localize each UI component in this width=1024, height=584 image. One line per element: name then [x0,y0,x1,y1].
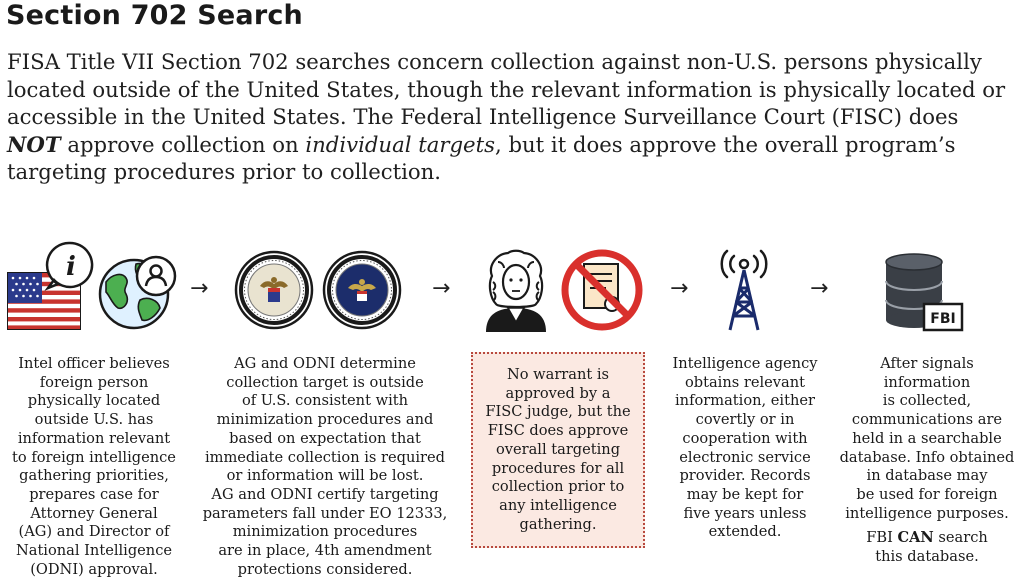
step-3-line: FISC does approve [487,422,629,440]
step-1-line: Intel officer believes [18,355,170,372]
fbi-badge: FBI [930,311,956,327]
step-1-line: foreign person [39,373,149,391]
step-2-line: are in place, 4th amendment [218,542,432,560]
step-3-highlight-box [471,352,645,548]
step-5-line: intelligence purposes. [845,504,1009,522]
step-1-line: outside U.S. has [34,411,154,429]
step-2-line: based on expectation that [229,429,421,447]
step-5-line: be used for foreign [856,485,998,503]
intro-italic: individual targets [305,131,495,157]
step-2-line: parameters fall under EO 12333, [202,504,448,522]
step-3-line: any intelligence [499,496,617,514]
step-2-text [190,355,460,579]
intro-text-1: FISA Title VII Section 702 searches concern collection against non-U.S. persons physically located outside of the United States, though the relevant information is physically located or accessible in the United States. The Federal Intelligence Surveillance Court (FISC) does [7,49,1006,129]
step-1-line: (AG) and Director of [18,523,170,541]
step-3-line: FISC judge, but the [485,403,631,421]
step-5-line: held in a searchable [852,429,1002,447]
step-1-line: Attorney General [30,504,158,522]
step-4-line: five years unless [683,504,807,522]
step-4-text [656,355,834,542]
svg-text:i: i [66,252,76,282]
step-5-line: communications are [851,411,1003,429]
step-2-line: minimization procedures [232,523,418,541]
step-4-line: extended. [708,523,782,541]
step-1-line: information relevant [17,429,171,447]
step-5-line: in database may [866,467,988,485]
doj-seal-icon [234,250,314,330]
fbi-note-emphasis: CAN [897,529,934,547]
step-1-text [8,355,180,579]
step-4-line: Intelligence agency [672,355,818,372]
step-3-line: procedures for all [491,459,625,477]
flow-arrow-4: → [810,276,829,301]
step-3-line: overall targeting [495,440,621,458]
step-5-text [834,355,1020,567]
step-5-line: After signals [880,355,974,372]
intro-emphasis: NOT [7,131,61,157]
step-4-line: provider. Records [679,467,811,485]
step-2-line: minimization procedures and [216,411,434,429]
globe-person-icon [96,252,182,334]
flow-arrow-1: → [190,276,209,301]
step-2-line: of U.S. consistent with [241,392,408,410]
step-5-line: is collected, [882,392,972,410]
judge-icon [478,248,554,332]
step-5-line: information [883,373,971,391]
step-4-line: obtains relevant [684,373,805,391]
step-1-line: gathering priorities, [19,467,169,485]
step-4-line: cooperation with [682,429,808,447]
step-1-line: physically located [27,392,161,410]
step-3-line: approved by a [505,384,611,402]
fbi-note-suffix: search [933,529,988,547]
step-1-line: to foreign intelligence [12,448,176,466]
radio-tower-icon [712,248,776,332]
flow-arrow-3: → [670,276,689,301]
step-5-line: database. Info obtained [839,448,1015,466]
page-title: Section 702 Search [6,0,303,31]
info-bubble-icon [44,240,96,292]
step-3-line: collection prior to [491,478,625,496]
step-2-line: immediate collection is required [204,448,446,466]
step-1-line: National Intelligence [15,542,173,560]
step-3-line: No warrant is [506,366,610,383]
step-1-line: (ODNI) approval. [30,560,158,578]
step-3-line: gathering. [519,515,597,533]
no-document-icon [560,248,644,332]
step-4-line: information, either [675,392,815,410]
step-2-line: AG and ODNI determine [234,355,416,372]
step-4-line: electronic service [679,448,811,466]
fbi-search-note [834,529,1020,548]
database-icon [880,250,964,334]
intro-paragraph [7,48,1017,186]
fbi-note-prefix: FBI [866,529,898,547]
step-3-text [473,366,643,534]
step-4-line: may be kept for [686,485,804,503]
fbi-note-line-2: this database. [875,548,979,566]
step-2-line: collection target is outside [226,373,424,391]
intro-text-3: , but it does approve the overall program’s targeting procedures prior to collection. [7,131,956,184]
step-4-line: covertly or in [695,411,795,429]
intro-text-2: approve collection on [60,131,306,157]
step-2-line: or information will be lost. [226,467,424,485]
step-2-line: protections considered. [237,560,413,578]
flow-arrow-2: → [432,276,451,301]
step-2-line: AG and ODNI certify targeting [211,485,439,503]
odni-seal-icon [322,250,402,330]
step-1-line: prepares case for [29,485,159,503]
